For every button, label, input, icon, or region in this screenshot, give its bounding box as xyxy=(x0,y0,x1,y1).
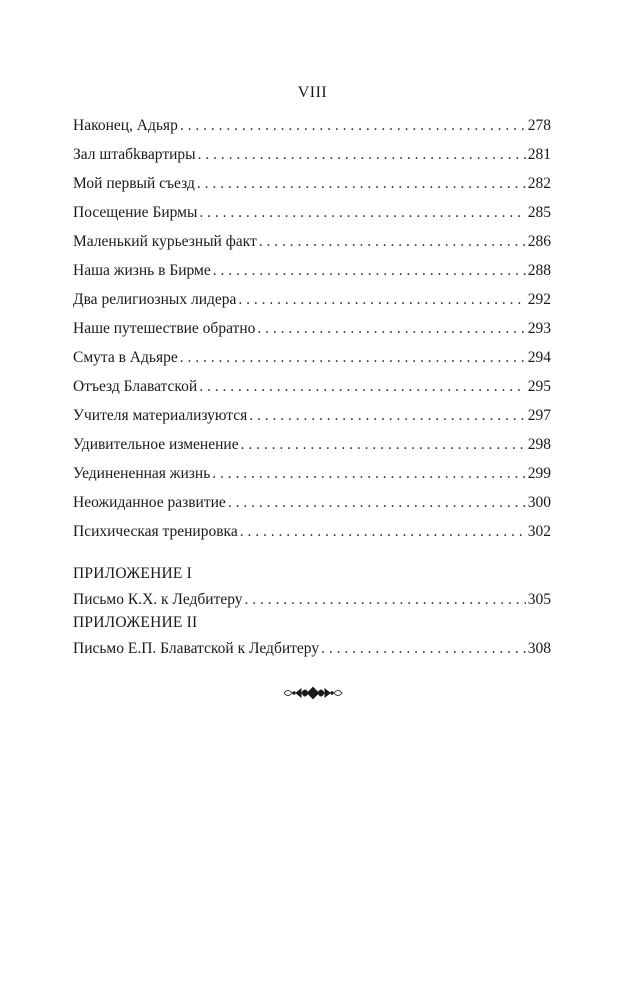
toc-entry xyxy=(73,401,551,430)
toc-entry-title: Два религиозных лидера xyxy=(73,291,237,308)
dot-leader xyxy=(199,198,525,227)
toc-entry-page: 278 xyxy=(527,117,551,134)
toc-entry-page: 293 xyxy=(527,320,551,337)
dot-leader xyxy=(249,401,525,430)
appendix-2 xyxy=(73,610,551,662)
dot-leader xyxy=(212,459,525,488)
toc-entry xyxy=(73,285,551,314)
toc-entry xyxy=(73,169,551,198)
dot-leader xyxy=(180,111,526,140)
toc-entry xyxy=(73,198,551,227)
decorative-vignette-icon xyxy=(0,685,625,705)
toc-entry-title: Удивительное изменение xyxy=(73,436,239,453)
toc-entry-page: 281 xyxy=(527,146,551,163)
page-number: VIII xyxy=(297,84,328,101)
dot-leader xyxy=(197,169,526,198)
toc-entry-page: 288 xyxy=(527,262,551,279)
dot-leader xyxy=(321,636,526,662)
toc-entry-title: Смута в Адьяре xyxy=(73,349,178,366)
toc-entry xyxy=(73,517,551,546)
toc-entry-page: 292 xyxy=(527,291,551,308)
dot-leader xyxy=(199,372,526,401)
decorative-vignette-icon xyxy=(282,685,344,701)
toc-entry-title: Учителя материализуются xyxy=(73,407,248,424)
dot-leader xyxy=(257,314,525,343)
table-of-contents xyxy=(73,111,551,546)
toc-entry-title: Наша жизнь в Бирме xyxy=(73,262,211,279)
toc-entry-title: Неожиданное развитие xyxy=(73,494,226,511)
toc-entry-title: Наше путешествие обратно xyxy=(73,320,256,337)
toc-entry xyxy=(73,459,551,488)
appendix-entry-title: Письмо Е.П. Блаватской к Ледбитеру xyxy=(73,640,320,657)
toc-entry xyxy=(73,488,551,517)
appendix-heading: ПРИЛОЖЕНИЕ II xyxy=(73,614,198,631)
toc-entry-title: Зал штабkвартиры xyxy=(73,146,196,163)
toc-entry-page: 299 xyxy=(527,465,551,482)
toc-entry xyxy=(73,227,551,256)
toc-entry-title: Наконец, Адьяр xyxy=(73,117,178,134)
appendix-entry-title: Письмо К.Х. к Ледбитеру xyxy=(73,591,243,608)
toc-entry xyxy=(73,256,551,285)
toc-entry xyxy=(73,314,551,343)
toc-entry-title: Мой первый съезд xyxy=(73,175,195,192)
toc-entry xyxy=(73,372,551,401)
toc-entry-title: Посещение Бирмы xyxy=(73,204,198,221)
toc-entry xyxy=(73,343,551,372)
toc-entry-page: 282 xyxy=(527,175,551,192)
dot-leader xyxy=(228,488,526,517)
appendix-entry-page: 305 xyxy=(527,591,551,608)
toc-entry-page: 294 xyxy=(527,349,551,366)
toc-entry-page: 302 xyxy=(527,523,551,540)
toc-entry xyxy=(73,140,551,169)
toc-entry-page: 298 xyxy=(527,436,551,453)
dot-leader xyxy=(259,227,526,256)
appendix-heading: ПРИЛОЖЕНИЕ I xyxy=(73,565,192,582)
dot-leader xyxy=(238,285,525,314)
dot-leader xyxy=(213,256,526,285)
dot-leader xyxy=(240,517,526,546)
dot-leader xyxy=(180,343,526,372)
toc-entry-page: 300 xyxy=(527,494,551,511)
toc-entry-title: Маленький курьезный факт xyxy=(73,233,257,250)
toc-entry xyxy=(73,111,551,140)
appendix-1 xyxy=(73,561,551,613)
toc-entry-page: 285 xyxy=(527,204,551,221)
toc-entry-page: 297 xyxy=(527,407,551,424)
toc-entry-title: Психическая тренировка xyxy=(73,523,238,540)
toc-entry-page: 295 xyxy=(527,378,551,395)
appendix-entry-page: 308 xyxy=(527,640,551,657)
toc-entry-title: Отъезд Блаватской xyxy=(73,378,198,395)
dot-leader xyxy=(198,140,526,169)
appendix-entry xyxy=(73,636,551,662)
toc-entry xyxy=(73,430,551,459)
toc-entry-title: Уединененная жизнь xyxy=(73,465,211,482)
dot-leader xyxy=(241,430,526,459)
toc-entry-page: 286 xyxy=(527,233,551,250)
